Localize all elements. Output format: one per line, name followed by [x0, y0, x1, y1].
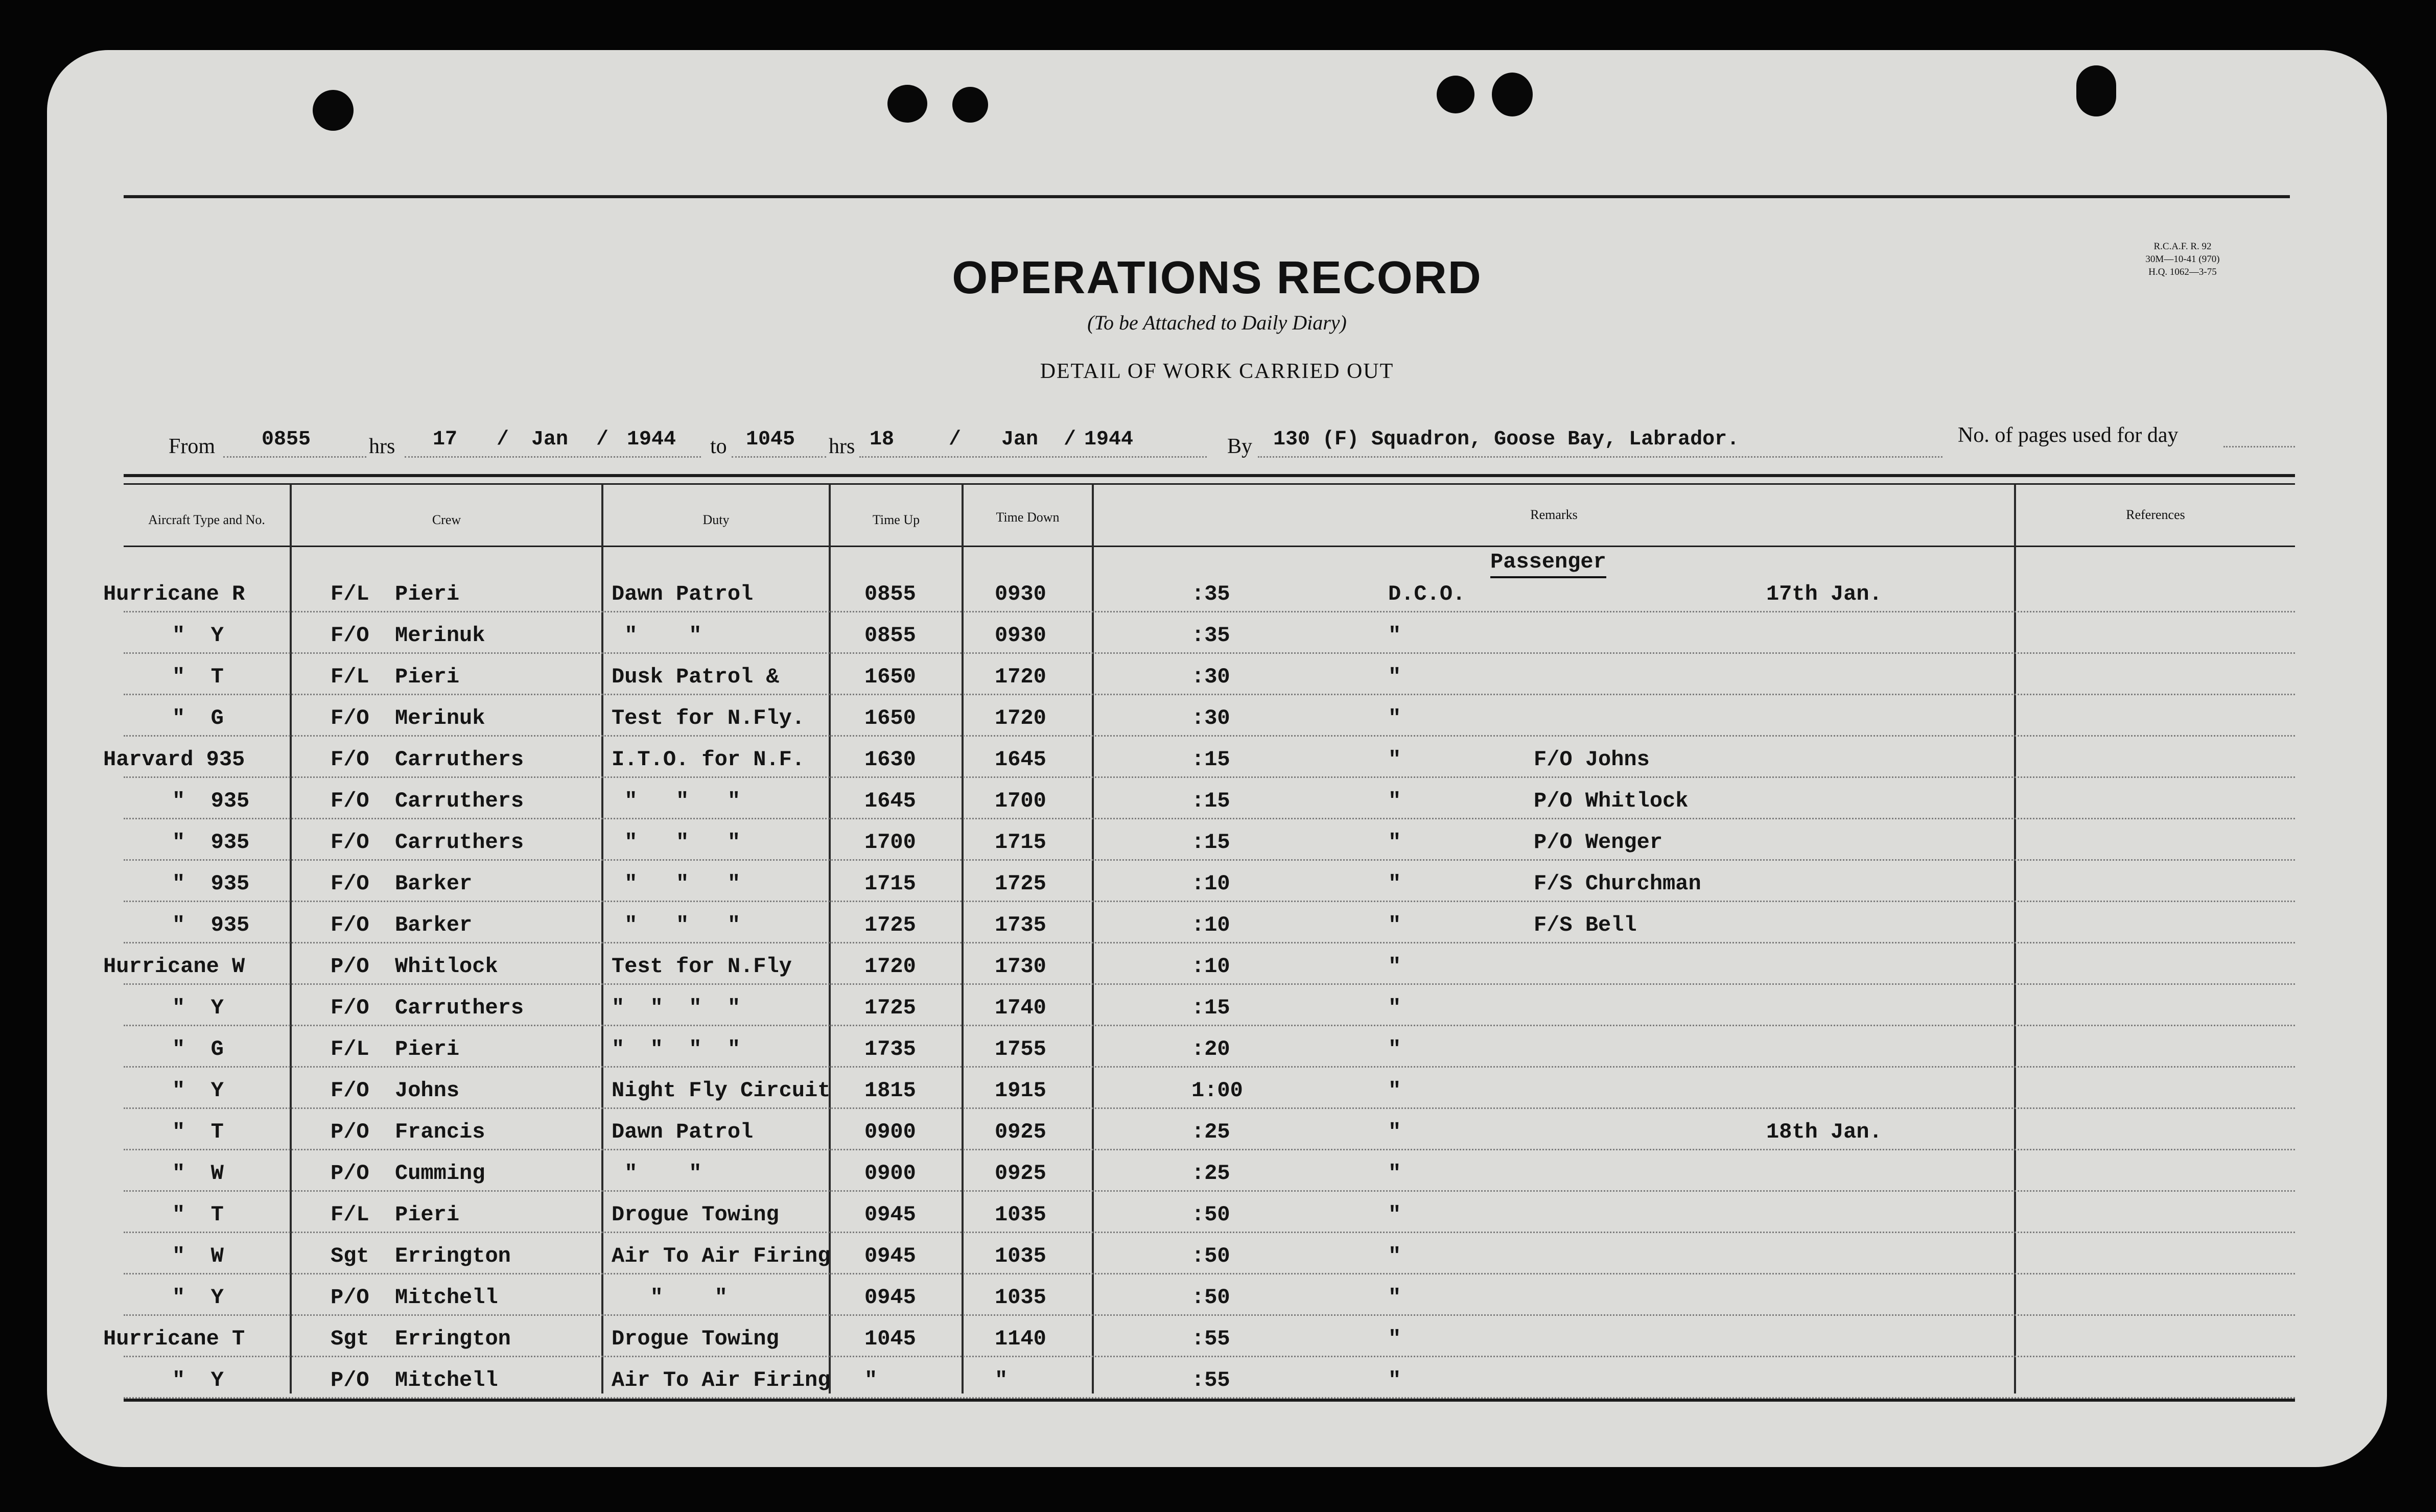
- hrs-label: hrs: [829, 435, 855, 458]
- column-header-aircraft: Aircraft Type and No.: [148, 512, 265, 527]
- aircraft-cell: " G: [172, 1037, 224, 1061]
- time-down-cell: 0925: [995, 1120, 1046, 1144]
- time-down-cell: ": [995, 1368, 1008, 1392]
- crew-cell: Sgt Errington: [331, 1327, 511, 1351]
- row-guide-line: [124, 1397, 2295, 1399]
- row-guide-line: [124, 901, 2295, 902]
- duration-cell: :20: [1191, 1037, 1230, 1061]
- remark-cell: ": [1388, 954, 1401, 979]
- remark-cell: ": [1388, 1327, 1401, 1351]
- crew-cell: F/L Pieri: [331, 582, 460, 606]
- duration-cell: :15: [1191, 789, 1230, 813]
- passenger-header: Passenger: [1490, 550, 1606, 578]
- aircraft-cell: " W: [172, 1161, 224, 1186]
- date-cell: 17th Jan.: [1766, 582, 1882, 606]
- duration-cell: :15: [1191, 747, 1230, 772]
- duration-cell: :25: [1191, 1120, 1230, 1144]
- aircraft-cell: Hurricane T: [103, 1327, 245, 1351]
- crew-cell: F/O Carruthers: [331, 996, 524, 1020]
- table-bottom-rule: [124, 1399, 2295, 1402]
- by-label: By: [1227, 435, 1253, 458]
- pages-used-label: No. of pages used for day: [1958, 423, 2179, 447]
- duration-cell: :15: [1191, 830, 1230, 855]
- row-guide-line: [124, 942, 2295, 943]
- duty-cell: Dusk Patrol &: [612, 665, 779, 689]
- form-reference-code: R.C.A.F. R. 92 30M—10-41 (970) H.Q. 1062—3-75: [2145, 241, 2220, 277]
- column-divider: [290, 484, 292, 1393]
- row-guide-line: [124, 776, 2295, 778]
- remark-cell: D.C.O.: [1388, 582, 1466, 606]
- remark-cell: ": [1388, 871, 1401, 896]
- duty-cell: Test for N.Fly.: [612, 706, 805, 730]
- duration-cell: :25: [1191, 1161, 1230, 1186]
- to-time: 1045: [746, 428, 795, 451]
- time-up-cell: 1720: [864, 954, 916, 979]
- time-down-cell: 1035: [995, 1202, 1046, 1227]
- row-guide-line: [124, 735, 2295, 737]
- fill-line: [2223, 446, 2295, 447]
- fill-line: [732, 456, 826, 458]
- duration-cell: :50: [1191, 1202, 1230, 1227]
- aircraft-cell: Harvard 935: [103, 747, 245, 772]
- aircraft-cell: " Y: [172, 623, 224, 648]
- from-time: 0855: [262, 428, 311, 451]
- passenger-cell: P/O Wenger: [1534, 830, 1663, 855]
- punch-hole: [313, 90, 354, 131]
- aircraft-cell: " W: [172, 1244, 224, 1268]
- aircraft-cell: " Y: [172, 996, 224, 1020]
- duty-cell: Test for N.Fly: [612, 954, 792, 979]
- duty-cell: " " " ": [612, 1037, 741, 1061]
- duration-cell: :50: [1191, 1285, 1230, 1310]
- column-header-references: References: [2126, 507, 2185, 522]
- time-up-cell: ": [864, 1368, 878, 1392]
- time-down-cell: 0930: [995, 623, 1046, 648]
- duration-cell: :10: [1191, 871, 1230, 896]
- slash: /: [949, 428, 962, 451]
- aircraft-cell: " 935: [172, 871, 250, 896]
- time-down-cell: 1645: [995, 747, 1046, 772]
- time-up-cell: 0945: [864, 1244, 916, 1268]
- time-down-cell: 0925: [995, 1161, 1046, 1186]
- time-down-cell: 1740: [995, 996, 1046, 1020]
- row-guide-line: [124, 1232, 2295, 1233]
- remark-cell: ": [1388, 1244, 1401, 1268]
- time-up-cell: 1650: [864, 665, 916, 689]
- aircraft-cell: Hurricane R: [103, 582, 245, 606]
- crew-cell: F/L Pieri: [331, 1202, 460, 1227]
- fill-line: [859, 456, 1207, 458]
- remark-cell: ": [1388, 747, 1401, 772]
- time-up-cell: 1045: [864, 1327, 916, 1351]
- row-guide-line: [124, 611, 2295, 612]
- duty-cell: " ": [612, 623, 702, 648]
- remark-cell: ": [1388, 1161, 1401, 1186]
- time-down-cell: 1715: [995, 830, 1046, 855]
- from-label: From: [169, 435, 216, 458]
- crew-cell: P/O Mitchell: [331, 1368, 498, 1392]
- duration-cell: :30: [1191, 665, 1230, 689]
- duty-cell: " " " ": [612, 996, 741, 1020]
- column-divider: [962, 484, 964, 1393]
- punch-hole: [887, 85, 927, 123]
- hrs-label: hrs: [369, 435, 395, 458]
- fill-line: [405, 456, 701, 458]
- row-guide-line: [124, 983, 2295, 985]
- passenger-cell: F/S Bell: [1534, 913, 1637, 937]
- row-guide-line: [124, 1273, 2295, 1274]
- time-down-cell: 1720: [995, 706, 1046, 730]
- time-down-cell: 1915: [995, 1078, 1046, 1103]
- time-down-cell: 1755: [995, 1037, 1046, 1061]
- row-guide-line: [124, 1314, 2295, 1316]
- time-up-cell: 1650: [864, 706, 916, 730]
- duty-cell: Drogue Towing: [612, 1327, 779, 1351]
- duty-cell: Dawn Patrol: [612, 582, 754, 606]
- crew-cell: F/O Carruthers: [331, 789, 524, 813]
- time-up-cell: 0900: [864, 1120, 916, 1144]
- operations-record-card: [47, 50, 2387, 1467]
- duty-cell: " ": [612, 1285, 728, 1310]
- date-cell: 18th Jan.: [1766, 1120, 1882, 1144]
- remark-cell: ": [1388, 830, 1401, 855]
- row-guide-line: [124, 1190, 2295, 1192]
- from-day: 17: [433, 428, 458, 451]
- column-divider: [601, 484, 603, 1393]
- time-up-cell: 0855: [864, 623, 916, 648]
- aircraft-cell: " 935: [172, 830, 250, 855]
- row-guide-line: [124, 1149, 2295, 1150]
- to-day: 18: [870, 428, 895, 451]
- aircraft-cell: " Y: [172, 1285, 224, 1310]
- form-title: OPERATIONS RECORD: [952, 252, 1482, 303]
- aircraft-cell: " 935: [172, 913, 250, 937]
- from-year: 1944: [627, 428, 676, 451]
- crew-cell: F/O Merinuk: [331, 623, 485, 648]
- aircraft-cell: " G: [172, 706, 224, 730]
- row-guide-line: [124, 1025, 2295, 1026]
- crew-cell: F/O Johns: [331, 1078, 460, 1103]
- duration-cell: :55: [1191, 1327, 1230, 1351]
- slash: /: [596, 428, 609, 451]
- duty-cell: I.T.O. for N.F.: [612, 747, 805, 772]
- table-header-rule: [124, 546, 2295, 547]
- crew-cell: F/O Barker: [331, 871, 473, 896]
- time-down-cell: 1720: [995, 665, 1046, 689]
- crew-cell: F/O Carruthers: [331, 747, 524, 772]
- row-guide-line: [124, 1066, 2295, 1068]
- aircraft-cell: " Y: [172, 1368, 224, 1392]
- crew-cell: P/O Francis: [331, 1120, 485, 1144]
- aircraft-cell: " T: [172, 1120, 224, 1144]
- from-month: Jan: [531, 428, 569, 451]
- punch-hole: [952, 87, 988, 123]
- passenger-cell: F/S Churchman: [1534, 871, 1701, 896]
- fill-line: [1258, 456, 1942, 458]
- column-header-time-up: Time Up: [872, 512, 920, 527]
- column-header-time-down: Time Down: [996, 510, 1060, 525]
- crew-cell: Sgt Errington: [331, 1244, 511, 1268]
- remark-cell: ": [1388, 1202, 1401, 1227]
- remark-cell: ": [1388, 1368, 1401, 1392]
- to-label: to: [710, 435, 727, 458]
- punch-hole: [2076, 65, 2116, 116]
- duty-cell: Dawn Patrol: [612, 1120, 754, 1144]
- time-up-cell: 1725: [864, 996, 916, 1020]
- time-up-cell: 1715: [864, 871, 916, 896]
- time-down-cell: 1035: [995, 1244, 1046, 1268]
- crew-cell: F/O Barker: [331, 913, 473, 937]
- duration-cell: 1:00: [1191, 1078, 1243, 1103]
- crew-cell: P/O Mitchell: [331, 1285, 498, 1310]
- duty-cell: Air To Air Firing: [612, 1244, 831, 1268]
- column-divider: [2014, 484, 2016, 1393]
- column-header-duty: Duty: [702, 512, 730, 527]
- row-guide-line: [124, 694, 2295, 695]
- crew-cell: F/O Carruthers: [331, 830, 524, 855]
- row-guide-line: [124, 859, 2295, 861]
- column-header-crew: Crew: [432, 512, 461, 527]
- time-up-cell: 1645: [864, 789, 916, 813]
- duration-cell: :50: [1191, 1244, 1230, 1268]
- time-down-cell: 1730: [995, 954, 1046, 979]
- table-top-rule: [124, 474, 2295, 477]
- duration-cell: :15: [1191, 996, 1230, 1020]
- form-detail-heading: DETAIL OF WORK CARRIED OUT: [1040, 360, 1394, 383]
- crew-cell: F/L Pieri: [331, 1037, 460, 1061]
- crew-cell: F/O Merinuk: [331, 706, 485, 730]
- remark-cell: ": [1388, 996, 1401, 1020]
- aircraft-cell: " T: [172, 1202, 224, 1227]
- remark-cell: ": [1388, 1120, 1401, 1144]
- time-down-cell: 1700: [995, 789, 1046, 813]
- time-up-cell: 1630: [864, 747, 916, 772]
- crew-cell: P/O Whitlock: [331, 954, 498, 979]
- time-down-cell: 1725: [995, 871, 1046, 896]
- time-down-cell: 0930: [995, 582, 1046, 606]
- duty-cell: Night Fly Circuit: [612, 1078, 831, 1103]
- column-divider: [1092, 484, 1094, 1393]
- slash: /: [1064, 428, 1076, 451]
- duration-cell: :55: [1191, 1368, 1230, 1392]
- remark-cell: ": [1388, 1037, 1401, 1061]
- row-guide-line: [124, 1356, 2295, 1357]
- time-up-cell: 1700: [864, 830, 916, 855]
- duty-cell: Air To Air Firing: [612, 1368, 831, 1392]
- aircraft-cell: " T: [172, 665, 224, 689]
- remark-cell: ": [1388, 789, 1401, 813]
- time-up-cell: 0900: [864, 1161, 916, 1186]
- form-subtitle: (To be Attached to Daily Diary): [1087, 311, 1347, 334]
- time-up-cell: 0945: [864, 1285, 916, 1310]
- remark-cell: ": [1388, 1285, 1401, 1310]
- passenger-cell: P/O Whitlock: [1534, 789, 1689, 813]
- remark-cell: ": [1388, 665, 1401, 689]
- row-guide-line: [124, 652, 2295, 654]
- duty-cell: " " ": [612, 789, 741, 813]
- time-up-cell: 0945: [864, 1202, 916, 1227]
- remark-cell: ": [1388, 706, 1401, 730]
- time-up-cell: 1735: [864, 1037, 916, 1061]
- punch-hole: [1492, 73, 1533, 116]
- remark-cell: ": [1388, 913, 1401, 937]
- top-rule: [124, 195, 2290, 198]
- to-month: Jan: [1001, 428, 1039, 451]
- duty-cell: " " ": [612, 913, 741, 937]
- duty-cell: Drogue Towing: [612, 1202, 779, 1227]
- aircraft-cell: " 935: [172, 789, 250, 813]
- time-down-cell: 1035: [995, 1285, 1046, 1310]
- duration-cell: :10: [1191, 913, 1230, 937]
- duration-cell: :35: [1191, 582, 1230, 606]
- passenger-cell: F/O Johns: [1534, 747, 1650, 772]
- time-up-cell: 1725: [864, 913, 916, 937]
- remark-cell: ": [1388, 623, 1401, 648]
- unit-name: 130 (F) Squadron, Goose Bay, Labrador.: [1273, 428, 1740, 451]
- punch-hole: [1437, 76, 1474, 113]
- duty-cell: " " ": [612, 830, 741, 855]
- time-down-cell: 1735: [995, 913, 1046, 937]
- crew-cell: F/L Pieri: [331, 665, 460, 689]
- duration-cell: :35: [1191, 623, 1230, 648]
- time-up-cell: 1815: [864, 1078, 916, 1103]
- aircraft-cell: Hurricane W: [103, 954, 245, 979]
- aircraft-cell: " Y: [172, 1078, 224, 1103]
- to-year: 1944: [1084, 428, 1134, 451]
- duration-cell: :30: [1191, 706, 1230, 730]
- table-top-rule: [124, 483, 2295, 485]
- duty-cell: " ": [612, 1161, 702, 1186]
- remark-cell: ": [1388, 1078, 1401, 1103]
- row-guide-line: [124, 818, 2295, 819]
- time-up-cell: 0855: [864, 582, 916, 606]
- fill-line: [223, 456, 366, 458]
- duty-cell: " " ": [612, 871, 741, 896]
- duration-cell: :10: [1191, 954, 1230, 979]
- crew-cell: P/O Cumming: [331, 1161, 485, 1186]
- time-down-cell: 1140: [995, 1327, 1046, 1351]
- row-guide-line: [124, 1107, 2295, 1109]
- slash: /: [497, 428, 509, 451]
- column-header-remarks: Remarks: [1530, 507, 1578, 522]
